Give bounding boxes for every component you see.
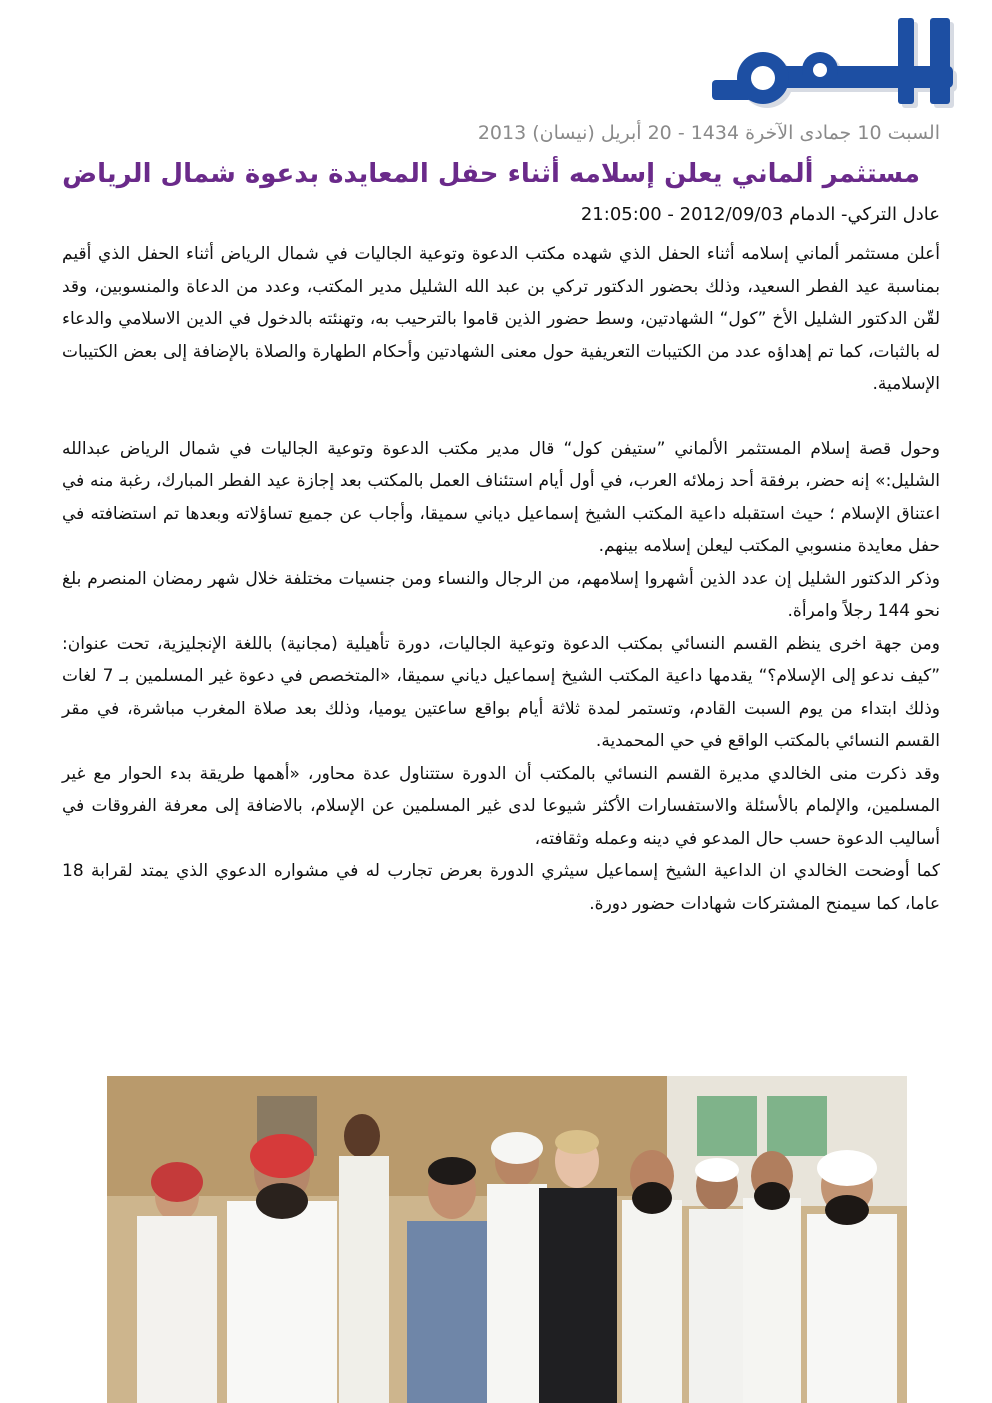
al-youm-logo-icon	[712, 8, 972, 123]
article-byline: عادل التركي- الدمام 2012/09/03 - 21:05:00	[580, 204, 940, 225]
group-photo-image	[107, 1076, 907, 1403]
group-photo	[107, 1076, 907, 1403]
publication-date: السبت 10 جمادى الآخرة 1434 - 20 أبريل (نيسان) 2013	[477, 122, 940, 144]
article-body	[62, 238, 940, 920]
article-paragraph: وقد ذكرت منى الخالدي مديرة القسم النسائي بالمكتب أن الدورة ستتناول عدة محاور، «أهمها طريقة بدء الحوار مع غير المسلمين، والإلمام بالأسئلة والاستفسارات الأكثر شيوعا لدى غير المسلمين عن الإسلام، بالاضافة إلى معرفة الفروقات في أساليب الدعوة حسب حال المدعو في دينه وعمله وثقافته،	[62, 763, 940, 849]
newspaper-logo	[712, 8, 972, 123]
article-paragraph: وحول قصة إسلام المستثمر الألماني ”ستيفن كول“ قال مدير مكتب الدعوة وتوعية الجاليات في شمال الرياض عبدالله الشليل:» إنه حضر، برفقة أحد زملائه العرب، في أول أيام استئناف العمل بالمكتب بعد إجازة عيد الفطر المبارك، رغبة منه في اعتناق الإسلام ؛ حيث استقبله داعية المكتب الشيخ إسماعيل دياني سميقا، وأجاب عن جميع تساؤلاته وبعدها تم استضافته في حفل معايدة منسوبي المكتب ليعلن إسلامه بينهم.	[62, 438, 940, 556]
article-paragraph: كما أوضحت الخالدي ان الداعية الشيخ إسماعيل سيثري الدورة بعرض تجارب له في مشواره الدعوي الذي يمتد لقرابة 18 عاما، كما سيمنح المشتركات شهادات حضور دورة.	[62, 861, 940, 914]
article-paragraph: ومن جهة اخرى ينظم القسم النسائي بمكتب الدعوة وتوعية الجاليات، دورة تأهيلية (مجانية) باللغة الإنجليزية، تحت عنوان: ”كيف ندعو إلى الإسلام؟“ يقدمها داعية المكتب الشيخ إسماعيل دياني سميقا، «المتخصص في دعوة غير المسلمين بـ 7 لغات وذلك ابتداء من يوم السبت القادم، وتستمر لمدة ثلاثة أيام بواقع ساعتين يوميا، وذلك بعد صلاة المغرب مباشرة، في مقر القسم النسائي بالمكتب الواقع في حي المحمدية.	[62, 633, 941, 751]
article-paragraph: أعلن مستثمر ألماني إسلامه أثناء الحفل الذي شهده مكتب الدعوة وتوعية الجاليات في شمال الرياض أثناء الحفل الذي أقيم بمناسبة عيد الفطر السعيد، وذلك بحضور الدكتور تركي بن عبد الله الشليل مدير المكتب، وعدد من الدعاة والمنسوبين، وقد لقّن الدكتور الشليل الأخ ”كول“ الشهادتين، وسط حضور الذين قاموا بالترحيب به، وتهنئته بالدخول في الدين الاسلامي والدعاء له بالثبات، كما تم إهداؤه عدد من الكتيبات التعريفية حول معنى الشهادتين وأحكام الطهارة والصلاة بالإضافة إلى بعض الكتيبات الإسلامية.	[62, 244, 940, 394]
article-paragraph: وذكر الدكتور الشليل إن عدد الذين أشهروا إسلامهم، من الرجال والنساء ومن جنسيات مختلفة خلال شهر رمضان المنصرم بلغ نحو 144 رجلاً وامرأة.	[62, 568, 940, 621]
article-headline: مستثمر ألماني يعلن إسلامه أثناء حفل المعايدة بدعوة شمال الرياض	[62, 159, 920, 189]
